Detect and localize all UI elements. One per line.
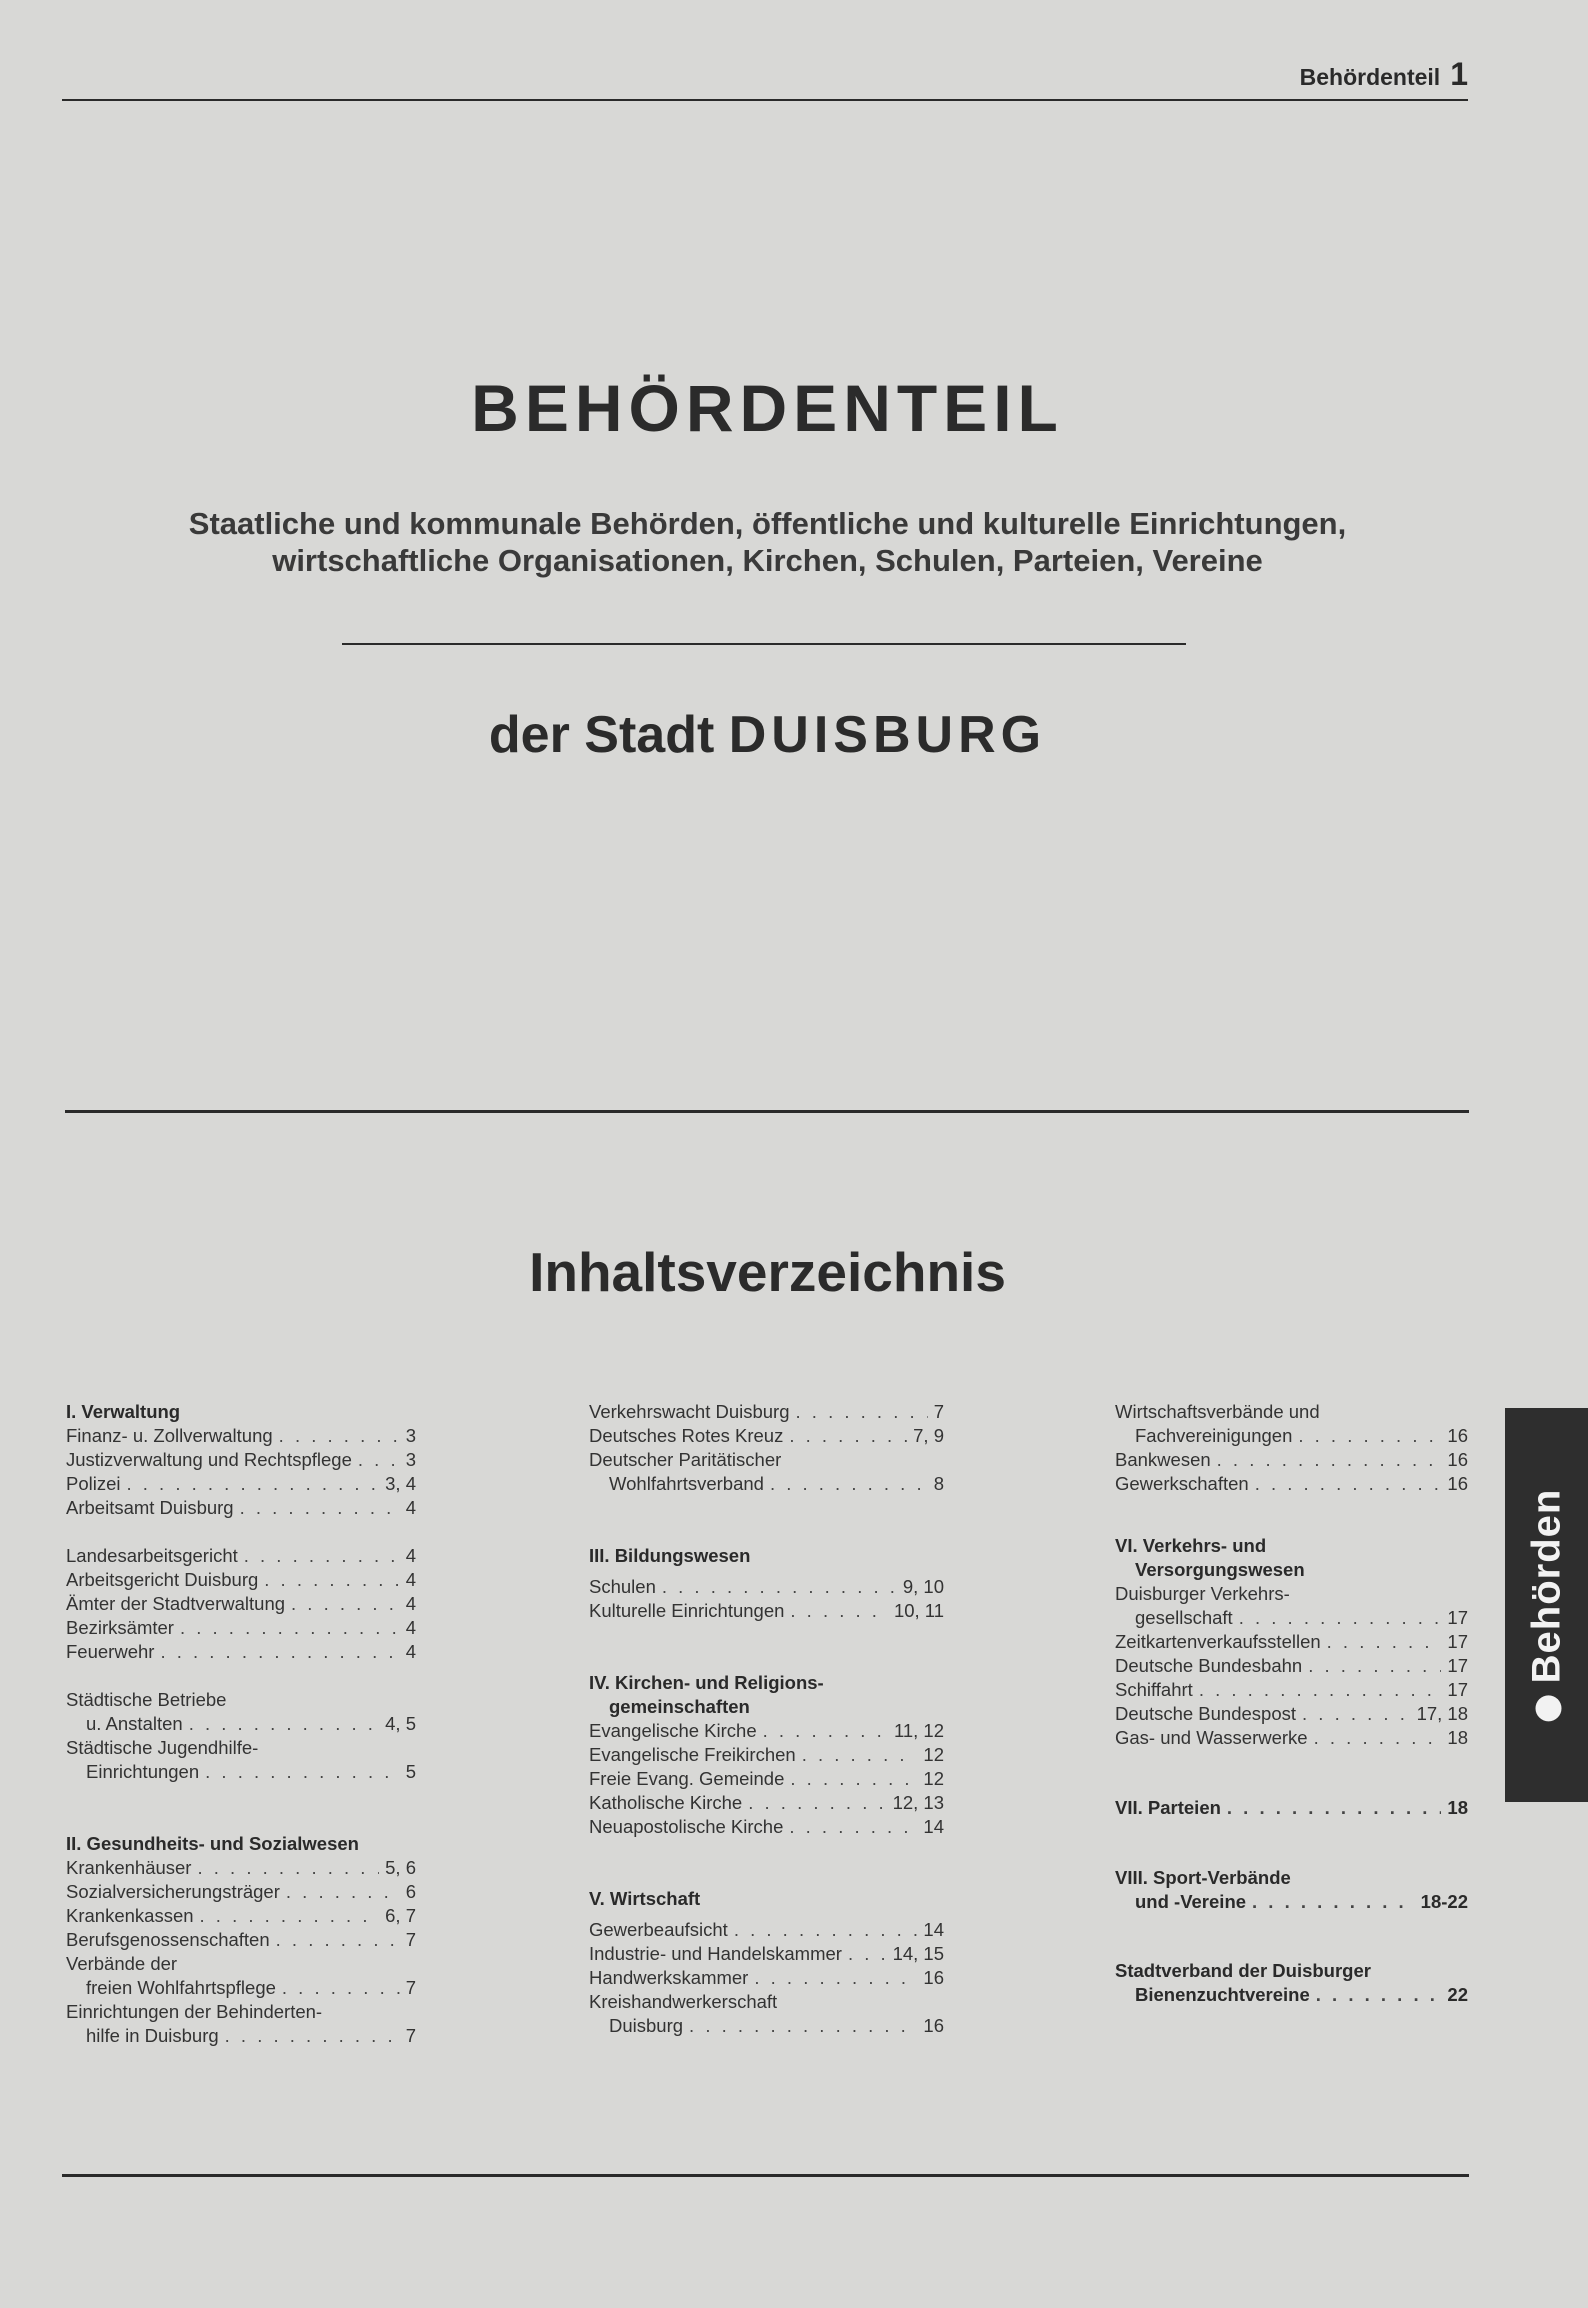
dot-leader	[1217, 1448, 1442, 1472]
toc-entry-title: Schiffahrt	[1115, 1679, 1193, 1701]
city-line	[0, 705, 1535, 765]
toc-entry	[589, 1767, 944, 1791]
toc-page-ref: 4	[405, 1545, 416, 1566]
toc-entry	[66, 1856, 416, 1880]
toc-page-ref: 3	[405, 1425, 416, 1446]
section-tab	[1505, 1408, 1588, 1802]
dot-leader	[244, 1544, 400, 1568]
toc-entry-title: Handwerkskammer	[589, 1967, 749, 1989]
toc-page-ref: 16	[1447, 1425, 1468, 1446]
toc-entry-title: Freie Evang. Gemeinde	[589, 1768, 785, 1790]
toc-entry-title: Sozialversicherungsträger	[66, 1881, 280, 1902]
toc-page-ref: 7, 9	[913, 1425, 944, 1446]
toc-entry-title: und -Vereine	[1135, 1890, 1247, 1912]
toc-entry	[1115, 1472, 1468, 1496]
toc-entry	[1115, 1890, 1468, 1914]
dot-leader	[734, 1918, 918, 1942]
toc-entry-title: Evangelische Kirche	[589, 1720, 757, 1742]
toc-entry	[589, 1719, 944, 1743]
toc-spacer	[589, 1839, 944, 1887]
dot-leader	[1316, 1983, 1442, 2007]
toc-page-ref: 5, 6	[385, 1857, 416, 1878]
toc-section-heading: VI. Verkehrs- und	[1115, 1535, 1267, 1557]
toc-page-ref: 16	[923, 1967, 944, 1989]
toc-section-heading: gemeinschaften	[609, 1696, 750, 1718]
toc-entry-title: Krankenhäuser	[66, 1857, 192, 1878]
toc-page-ref: 14, 15	[892, 1943, 944, 1965]
toc-page-ref: 12	[923, 1744, 944, 1766]
toc-page-ref: 14	[923, 1919, 944, 1941]
toc-entry	[1115, 1983, 1468, 2007]
toc-entry	[66, 2024, 416, 2048]
toc-section-heading: II. Gesundheits- und Sozialwesen	[66, 1833, 359, 1854]
dot-leader	[1199, 1678, 1442, 1702]
toc-entry	[66, 1976, 416, 2000]
dot-leader	[1227, 1796, 1442, 1820]
toc-entry	[589, 1575, 944, 1599]
dot-leader	[279, 1424, 400, 1448]
dot-leader	[240, 1496, 400, 1520]
toc-entry-title: VII. Parteien	[1115, 1796, 1221, 1818]
toc-spacer	[1115, 1820, 1468, 1866]
toc-entry	[66, 1448, 416, 1472]
toc-entry-label: Einrichtungen der Behinderten-	[66, 2001, 323, 2022]
toc-entry-title: Fachvereinigungen	[1135, 1425, 1293, 1446]
toc-page-ref: 17	[1447, 1655, 1468, 1677]
dot-leader	[754, 1966, 917, 1990]
toc-entry	[589, 1400, 944, 1424]
toc-entry-title: Arbeitsamt Duisburg	[66, 1497, 234, 1518]
dot-leader	[205, 1760, 400, 1784]
toc-entry-title: Gewerbeaufsicht	[589, 1919, 728, 1941]
toc-entry-title: Deutsche Bundespost	[1115, 1703, 1297, 1725]
toc-page-ref: 8	[933, 1473, 944, 1494]
toc-entry	[66, 1424, 416, 1448]
toc-entry-title: Justizverwaltung und Rechtspflege	[66, 1449, 352, 1470]
dot-leader	[200, 1904, 380, 1928]
toc-page-ref: 6, 7	[385, 1905, 416, 1926]
toc-spacer	[1115, 1496, 1468, 1534]
toc-entry-title: Neuapostolische Kirche	[589, 1816, 784, 1838]
toc-entry-label: Kreishandwerkerschaft	[589, 1991, 778, 2013]
toc-page-ref: 10, 11	[893, 1600, 944, 1622]
dot-leader	[1239, 1606, 1442, 1630]
toc-entry-title: freien Wohlfahrtspflege	[86, 1977, 276, 1998]
toc-entry-title: Krankenkassen	[66, 1905, 194, 1926]
toc-page-ref: 3	[405, 1449, 416, 1470]
toc-entry-title: Deutsches Rotes Kreuz	[589, 1425, 784, 1446]
toc-entry-title: Schulen	[589, 1576, 656, 1598]
toc-page-ref: 4	[405, 1497, 416, 1518]
dot-leader	[763, 1719, 888, 1743]
toc-spacer	[589, 1623, 944, 1671]
city-prefix: der Stadt	[488, 706, 715, 764]
toc-entry-label: Duisburger Verkehrs-	[1115, 1583, 1290, 1605]
toc-entry-label: Wirtschaftsverbände und	[1115, 1401, 1320, 1422]
subtitle	[0, 505, 1535, 579]
section-rule	[65, 1110, 1469, 1113]
subtitle-line: Staatliche und kommunale Behörden, öffentliche und kulturelle Einrichtungen,	[188, 506, 1347, 541]
subtitle-line: wirtschaftliche Organisationen, Kirchen, Schulen, Parteien, Vereine	[272, 543, 1263, 578]
toc-entry	[589, 1599, 944, 1623]
toc-spacer	[66, 1520, 416, 1544]
toc-entry	[589, 1424, 944, 1448]
toc-entry	[66, 1568, 416, 1592]
toc-entry-title: Polizei	[66, 1473, 121, 1494]
dot-leader	[291, 1592, 400, 1616]
dot-leader	[790, 1767, 917, 1791]
toc-column-3	[1115, 1400, 1468, 2007]
toc-entry	[1115, 1606, 1468, 1630]
toc-entry-label: Verbände der	[66, 1953, 178, 1974]
toc-spacer	[1115, 1914, 1468, 1960]
toc-entry	[1115, 1796, 1468, 1820]
toc-entry-title: Bankwesen	[1115, 1449, 1211, 1470]
toc-section-heading: I. Verwaltung	[66, 1401, 181, 1422]
main-title: BEHÖRDENTEIL	[471, 371, 1064, 445]
dot-leader	[662, 1575, 897, 1599]
toc-entry-title: Einrichtungen	[86, 1761, 200, 1782]
toc-page-ref: 5	[405, 1761, 416, 1782]
toc-entry	[589, 1918, 944, 1942]
toc-column-2	[589, 1400, 944, 2038]
toc-entry-title: Gas- und Wasserwerke	[1115, 1727, 1308, 1749]
toc-section-heading: VIII. Sport-Verbände	[1115, 1866, 1291, 1888]
toc-entry-title: Deutsche Bundesbahn	[1115, 1655, 1303, 1677]
dot-leader	[1252, 1890, 1415, 1914]
toc-page-ref: 22	[1447, 1984, 1468, 2006]
dot-leader	[796, 1400, 928, 1424]
toc-page-ref: 6	[405, 1881, 416, 1902]
toc-entry	[589, 1942, 944, 1966]
toc-entry	[589, 1743, 944, 1767]
toc-page-ref: 11, 12	[893, 1720, 944, 1742]
toc-entry	[589, 1472, 944, 1496]
dot-leader	[848, 1942, 887, 1966]
toc-entry	[66, 1496, 416, 1520]
dot-leader	[1302, 1702, 1411, 1726]
toc-entry	[1115, 1630, 1468, 1654]
dot-leader	[180, 1616, 400, 1640]
dot-leader	[789, 1815, 917, 1839]
toc-page-ref: 4	[405, 1617, 416, 1638]
toc-page-ref: 14	[923, 1816, 944, 1838]
toc-entry	[589, 1791, 944, 1815]
dot-leader	[1298, 1424, 1441, 1448]
toc-title: Inhaltsverzeichnis	[529, 1241, 1006, 1303]
toc-entry-title: Finanz- u. Zollverwaltung	[66, 1425, 273, 1446]
toc-entry-title: gesellschaft	[1135, 1607, 1233, 1629]
toc-section-heading: IV. Kirchen- und Religions-	[589, 1672, 824, 1694]
toc-entry	[66, 1616, 416, 1640]
dot-leader	[1255, 1472, 1442, 1496]
toc-entry	[66, 1760, 416, 1784]
footer-rule	[62, 2174, 1469, 2177]
toc-page-ref: 18-22	[1420, 1890, 1468, 1912]
toc-page-ref: 17	[1447, 1631, 1468, 1653]
dot-leader	[748, 1791, 886, 1815]
toc-page-ref: 3, 4	[385, 1473, 416, 1494]
running-head	[1300, 56, 1468, 93]
toc-page-ref: 18	[1447, 1727, 1468, 1749]
dot-leader	[160, 1640, 399, 1664]
toc-page-ref: 18	[1447, 1796, 1468, 1818]
toc-section-heading: V. Wirtschaft	[589, 1888, 701, 1910]
toc-page-ref: 16	[923, 2015, 944, 2037]
dot-leader	[127, 1472, 380, 1496]
toc-page-ref: 17	[1447, 1679, 1468, 1701]
toc-entry	[589, 1966, 944, 1990]
dot-leader	[770, 1472, 928, 1496]
toc-page-ref: 7	[405, 1977, 416, 1998]
section-tab-text: Behörden	[1524, 1488, 1568, 1684]
page-number: 1	[1450, 56, 1468, 92]
toc-page-ref: 4	[405, 1593, 416, 1614]
dot-leader	[1314, 1726, 1442, 1750]
dot-leader	[1327, 1630, 1442, 1654]
dot-leader	[286, 1880, 400, 1904]
toc-entry-label: Städtische Jugendhilfe-	[66, 1737, 259, 1758]
toc-spacer	[589, 1496, 944, 1544]
toc-entry-title: Industrie- und Handelskammer	[589, 1943, 842, 1965]
toc-page-ref: 7	[405, 1929, 416, 1950]
toc-entry-title: Arbeitsgericht Duisburg	[66, 1569, 259, 1590]
toc-page-ref: 12	[923, 1768, 944, 1790]
toc-entry-title: Evangelische Freikirchen	[589, 1744, 796, 1766]
toc-entry-title: Bezirksämter	[66, 1617, 174, 1638]
toc-entry-title: Ämter der Stadtverwaltung	[66, 1593, 286, 1614]
toc-entry-title: Katholische Kirche	[589, 1792, 743, 1814]
toc-page-ref: 16	[1447, 1449, 1468, 1470]
bullet-icon	[1535, 1695, 1561, 1721]
dot-leader	[276, 1928, 400, 1952]
toc-entry-title: hilfe in Duisburg	[86, 2025, 219, 2046]
toc-section-heading: Versorgungswesen	[1135, 1559, 1305, 1581]
toc-page-ref: 17, 18	[1416, 1703, 1468, 1725]
toc-spacer	[589, 1911, 944, 1918]
toc-entry	[1115, 1448, 1468, 1472]
toc-entry	[66, 1472, 416, 1496]
toc-spacer	[66, 1664, 416, 1688]
running-head-label: Behördenteil	[1299, 64, 1441, 90]
dot-leader	[197, 1856, 379, 1880]
toc-entry-title: Bienenzuchtvereine	[1135, 1984, 1310, 2006]
toc-entry-title: u. Anstalten	[86, 1713, 183, 1734]
toc-page-ref: 16	[1447, 1473, 1468, 1494]
city-name: DUISBURG	[728, 706, 1047, 764]
toc-section-heading: III. Bildungswesen	[589, 1545, 751, 1566]
toc-page-ref: 9, 10	[902, 1576, 944, 1598]
dot-leader	[264, 1568, 399, 1592]
toc-page-ref: 4	[405, 1569, 416, 1590]
dot-leader	[358, 1448, 400, 1472]
toc-section-heading: Stadtverband der Duisburger	[1115, 1960, 1371, 1982]
dot-leader	[189, 1712, 379, 1736]
header-rule	[62, 99, 1468, 101]
toc-entry-title: Verkehrswacht Duisburg	[589, 1401, 790, 1422]
toc-page-ref: 17	[1447, 1607, 1468, 1629]
toc-page-ref: 12, 13	[892, 1792, 944, 1814]
toc-entry	[1115, 1702, 1468, 1726]
toc-page-ref: 4, 5	[385, 1713, 416, 1734]
toc-spacer	[66, 1784, 416, 1832]
dot-leader	[282, 1976, 400, 2000]
dot-leader	[225, 2024, 400, 2048]
toc-entry	[66, 1712, 416, 1736]
toc-entry-title: Duisburg	[609, 2015, 684, 2037]
dot-leader	[1308, 1654, 1441, 1678]
toc-entry	[66, 1928, 416, 1952]
toc-entry	[66, 1544, 416, 1568]
toc-entry-label: Deutscher Paritätischer	[589, 1449, 782, 1470]
toc-entry-title: Kulturelle Einrichtungen	[589, 1600, 785, 1622]
toc-entry	[589, 1815, 944, 1839]
toc-entry-title: Feuerwehr	[66, 1641, 155, 1662]
dot-leader	[789, 1424, 907, 1448]
toc-entry-title: Gewerkschaften	[1115, 1473, 1249, 1494]
toc-page-ref: 4	[405, 1641, 416, 1662]
title-divider	[342, 643, 1186, 645]
toc-entry	[1115, 1424, 1468, 1448]
toc-entry-title: Zeitkartenverkaufsstellen	[1115, 1631, 1321, 1653]
toc-spacer	[1115, 1750, 1468, 1796]
toc-entry-title: Landesarbeitsgericht	[66, 1545, 238, 1566]
toc-entry-label: Städtische Betriebe	[66, 1689, 227, 1710]
toc-column-1	[66, 1400, 416, 2048]
toc-spacer	[589, 1568, 944, 1575]
toc-entry	[66, 1880, 416, 1904]
toc-page-ref: 7	[933, 1401, 944, 1422]
dot-leader	[689, 2014, 917, 2038]
toc-entry	[66, 1640, 416, 1664]
toc-entry	[1115, 1726, 1468, 1750]
toc-entry-title: Berufsgenossenschaften	[66, 1929, 270, 1950]
toc-entry	[1115, 1678, 1468, 1702]
dot-leader	[802, 1743, 918, 1767]
toc-entry-title: Wohlfahrtsverband	[609, 1473, 764, 1494]
toc-page-ref: 7	[405, 2025, 416, 2046]
section-tab-label	[1524, 1489, 1569, 1722]
toc-entry	[66, 1904, 416, 1928]
toc-entry	[589, 2014, 944, 2038]
toc-entry	[66, 1592, 416, 1616]
toc-entry	[1115, 1654, 1468, 1678]
dot-leader	[790, 1599, 888, 1623]
